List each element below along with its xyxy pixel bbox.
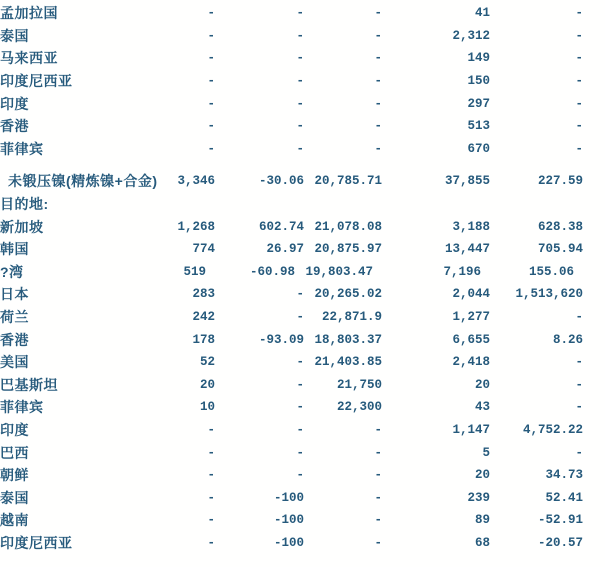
filler-cell xyxy=(583,486,605,509)
data-cell: - xyxy=(207,6,215,21)
data-cell: - xyxy=(575,51,583,66)
data-cell: 705.94 xyxy=(537,242,583,257)
data-cell: 21,403.85 xyxy=(314,355,382,370)
data-cell: 6,655 xyxy=(452,332,490,347)
filler-cell xyxy=(583,328,605,351)
row-label: 孟加拉国 xyxy=(0,5,58,22)
filler-cell xyxy=(583,25,605,48)
data-cell: 1,147 xyxy=(452,422,490,437)
data-cell: - xyxy=(575,6,583,21)
data-cell: - xyxy=(296,6,304,21)
data-cell: -20.57 xyxy=(537,535,583,550)
filler-cell xyxy=(583,532,605,555)
filler-cell xyxy=(583,306,605,329)
table-body xyxy=(0,2,605,554)
data-cell: 21,078.08 xyxy=(314,219,382,234)
table-row xyxy=(0,441,605,464)
data-cell: 178 xyxy=(192,332,215,347)
filler-cell xyxy=(583,47,605,70)
filler-cell xyxy=(583,283,605,306)
data-cell: - xyxy=(207,422,215,437)
data-cell: - xyxy=(374,445,382,460)
data-cell: - xyxy=(296,74,304,89)
data-cell: 8.26 xyxy=(552,332,583,347)
filler-cell xyxy=(583,238,605,261)
table-row xyxy=(0,464,605,487)
data-cell: - xyxy=(374,513,382,528)
data-cell: 10 xyxy=(199,400,215,415)
data-cell: 3,346 xyxy=(177,174,215,189)
row-label: 新加坡 xyxy=(0,218,44,235)
data-cell: - xyxy=(374,141,382,156)
table-row xyxy=(0,306,605,329)
row-label: 印度尼西亚 xyxy=(0,534,73,551)
row-label: 马来西亚 xyxy=(0,50,58,67)
data-cell: - xyxy=(374,422,382,437)
data-cell: -100 xyxy=(273,490,304,505)
data-cell: -52.91 xyxy=(537,513,583,528)
data-cell: 3,188 xyxy=(452,219,490,234)
data-cell xyxy=(382,193,490,216)
data-cell: 5 xyxy=(482,445,490,460)
data-cell: - xyxy=(296,445,304,460)
data-cell: 68 xyxy=(474,535,490,550)
data-cell: 20 xyxy=(474,377,490,392)
table-row xyxy=(0,215,605,238)
data-cell: 22,300 xyxy=(336,400,382,415)
filler-cell xyxy=(583,138,605,161)
data-cell: 89 xyxy=(474,513,490,528)
data-cell: 149 xyxy=(467,51,490,66)
data-cell: - xyxy=(207,535,215,550)
data-cell: 1,277 xyxy=(452,310,490,325)
row-label: 日本 xyxy=(0,286,29,303)
data-cell: 1,268 xyxy=(177,219,215,234)
data-cell: - xyxy=(296,119,304,134)
data-cell: 52 xyxy=(199,355,215,370)
filler-cell xyxy=(583,351,605,374)
data-cell: 2,044 xyxy=(452,287,490,302)
data-cell: - xyxy=(374,490,382,505)
data-cell: - xyxy=(374,6,382,21)
row-label: 韩国 xyxy=(0,241,29,258)
data-cell xyxy=(110,193,215,216)
table-row xyxy=(0,193,605,216)
data-cell: - xyxy=(296,141,304,156)
row-label: 泰国 xyxy=(0,489,29,506)
section-row xyxy=(0,170,605,193)
row-label: 菲律宾 xyxy=(0,399,44,416)
filler-cell xyxy=(583,261,605,284)
data-cell: - xyxy=(374,51,382,66)
filler-cell xyxy=(583,396,605,419)
data-cell: -93.09 xyxy=(258,332,304,347)
data-cell: - xyxy=(296,310,304,325)
data-cell: 20 xyxy=(199,377,215,392)
table-row xyxy=(0,509,605,532)
data-cell: - xyxy=(296,28,304,43)
data-cell xyxy=(490,193,583,216)
spacer-row xyxy=(0,160,605,170)
data-cell: 20,785.71 xyxy=(314,174,382,189)
data-cell: 4,752.22 xyxy=(522,422,583,437)
data-cell: 19,803.47 xyxy=(305,264,373,279)
filler-cell xyxy=(583,215,605,238)
row-label: 泰国 xyxy=(0,27,29,44)
data-cell: -30.06 xyxy=(258,174,304,189)
row-label: ?湾 xyxy=(0,263,24,280)
table-row xyxy=(0,47,605,70)
table-row xyxy=(0,70,605,93)
data-cell: - xyxy=(374,74,382,89)
data-cell: - xyxy=(575,28,583,43)
data-cell: - xyxy=(575,141,583,156)
data-cell: -100 xyxy=(273,513,304,528)
data-cell: - xyxy=(575,377,583,392)
data-cell: - xyxy=(207,119,215,134)
data-cell: 52.41 xyxy=(545,490,583,505)
row-label: 巴基斯坦 xyxy=(0,376,58,393)
table-row xyxy=(0,92,605,115)
row-label: 目的地: xyxy=(0,196,49,213)
data-cell: 2,418 xyxy=(452,355,490,370)
table-row xyxy=(0,115,605,138)
table-row xyxy=(0,2,605,25)
data-cell: - xyxy=(207,96,215,111)
table-row xyxy=(0,261,605,284)
row-label: 美国 xyxy=(0,354,29,371)
filler-cell xyxy=(583,193,605,216)
row-label: 印度 xyxy=(0,421,29,438)
data-cell: 227.59 xyxy=(537,174,583,189)
filler-cell xyxy=(583,509,605,532)
data-cell: - xyxy=(296,96,304,111)
row-label: 菲律宾 xyxy=(0,140,44,157)
table-row xyxy=(0,238,605,261)
data-cell: - xyxy=(296,355,304,370)
data-cell: 519 xyxy=(183,264,206,279)
table-row xyxy=(0,138,605,161)
data-cell: - xyxy=(575,96,583,111)
filler-cell xyxy=(583,170,605,193)
data-cell: 2,312 xyxy=(452,28,490,43)
data-cell: 242 xyxy=(192,310,215,325)
data-cell: -60.98 xyxy=(249,264,295,279)
row-label: 朝鲜 xyxy=(0,467,29,484)
data-cell: 297 xyxy=(467,96,490,111)
data-cell: 26.97 xyxy=(266,242,304,257)
data-cell: - xyxy=(207,51,215,66)
spacer-cell xyxy=(0,160,605,170)
row-label: 印度尼西亚 xyxy=(0,73,73,90)
data-cell: - xyxy=(296,287,304,302)
data-cell: 37,855 xyxy=(444,174,490,189)
data-cell: 239 xyxy=(467,490,490,505)
data-cell: 513 xyxy=(467,119,490,134)
data-cell: - xyxy=(575,119,583,134)
data-cell: - xyxy=(207,141,215,156)
row-label: 巴西 xyxy=(0,444,29,461)
data-cell: - xyxy=(575,74,583,89)
row-label: 印度 xyxy=(0,95,29,112)
data-cell: - xyxy=(374,468,382,483)
table-row xyxy=(0,374,605,397)
data-cell: 155.06 xyxy=(528,264,574,279)
table-row xyxy=(0,396,605,419)
data-cell: - xyxy=(296,51,304,66)
table-row xyxy=(0,328,605,351)
data-cell: - xyxy=(296,422,304,437)
table-row xyxy=(0,351,605,374)
trade-data-table xyxy=(0,2,605,554)
data-cell: 34.73 xyxy=(545,468,583,483)
data-cell: - xyxy=(207,445,215,460)
data-cell: - xyxy=(296,400,304,415)
data-cell: 670 xyxy=(467,141,490,156)
table-row xyxy=(0,283,605,306)
data-cell: 41 xyxy=(474,6,490,21)
row-label: 未锻压镍(精炼镍+合金) xyxy=(8,173,158,190)
data-cell xyxy=(304,193,382,216)
table-row xyxy=(0,486,605,509)
data-cell: 20,265.02 xyxy=(314,287,382,302)
data-cell: - xyxy=(374,535,382,550)
data-cell: - xyxy=(207,490,215,505)
data-cell: 7,196 xyxy=(443,264,481,279)
data-cell: 283 xyxy=(192,287,215,302)
data-cell: 18,803.37 xyxy=(314,332,382,347)
data-cell: - xyxy=(575,310,583,325)
data-cell: - xyxy=(296,377,304,392)
filler-cell xyxy=(583,441,605,464)
filler-cell xyxy=(583,2,605,25)
data-cell: 13,447 xyxy=(444,242,490,257)
table-row xyxy=(0,532,605,555)
row-label: 越南 xyxy=(0,512,29,529)
data-cell: - xyxy=(575,400,583,415)
data-cell: - xyxy=(207,468,215,483)
data-cell: - xyxy=(296,468,304,483)
data-cell: 1,513,620 xyxy=(515,287,583,302)
data-cell: 20,875.97 xyxy=(314,242,382,257)
filler-cell xyxy=(583,464,605,487)
data-cell: -100 xyxy=(273,535,304,550)
filler-cell xyxy=(583,419,605,442)
filler-cell xyxy=(583,115,605,138)
data-cell: 602.74 xyxy=(258,219,304,234)
data-cell: 774 xyxy=(192,242,215,257)
data-cell: - xyxy=(374,28,382,43)
data-cell: 20 xyxy=(474,468,490,483)
data-cell: 22,871.9 xyxy=(321,310,382,325)
data-cell: - xyxy=(575,355,583,370)
data-cell: 628.38 xyxy=(537,219,583,234)
table-row xyxy=(0,25,605,48)
table-row xyxy=(0,419,605,442)
filler-cell xyxy=(583,92,605,115)
row-label: 荷兰 xyxy=(0,309,29,326)
data-cell: 21,750 xyxy=(336,377,382,392)
filler-cell xyxy=(583,374,605,397)
data-cell: 150 xyxy=(467,74,490,89)
row-label: 香港 xyxy=(0,118,29,135)
row-label: 香港 xyxy=(0,331,29,348)
data-cell: - xyxy=(374,96,382,111)
filler-cell xyxy=(583,70,605,93)
data-cell: - xyxy=(207,74,215,89)
data-cell xyxy=(215,193,304,216)
data-cell: - xyxy=(575,445,583,460)
data-cell: - xyxy=(207,28,215,43)
data-cell: 43 xyxy=(474,400,490,415)
data-cell: - xyxy=(374,119,382,134)
data-cell: - xyxy=(207,513,215,528)
